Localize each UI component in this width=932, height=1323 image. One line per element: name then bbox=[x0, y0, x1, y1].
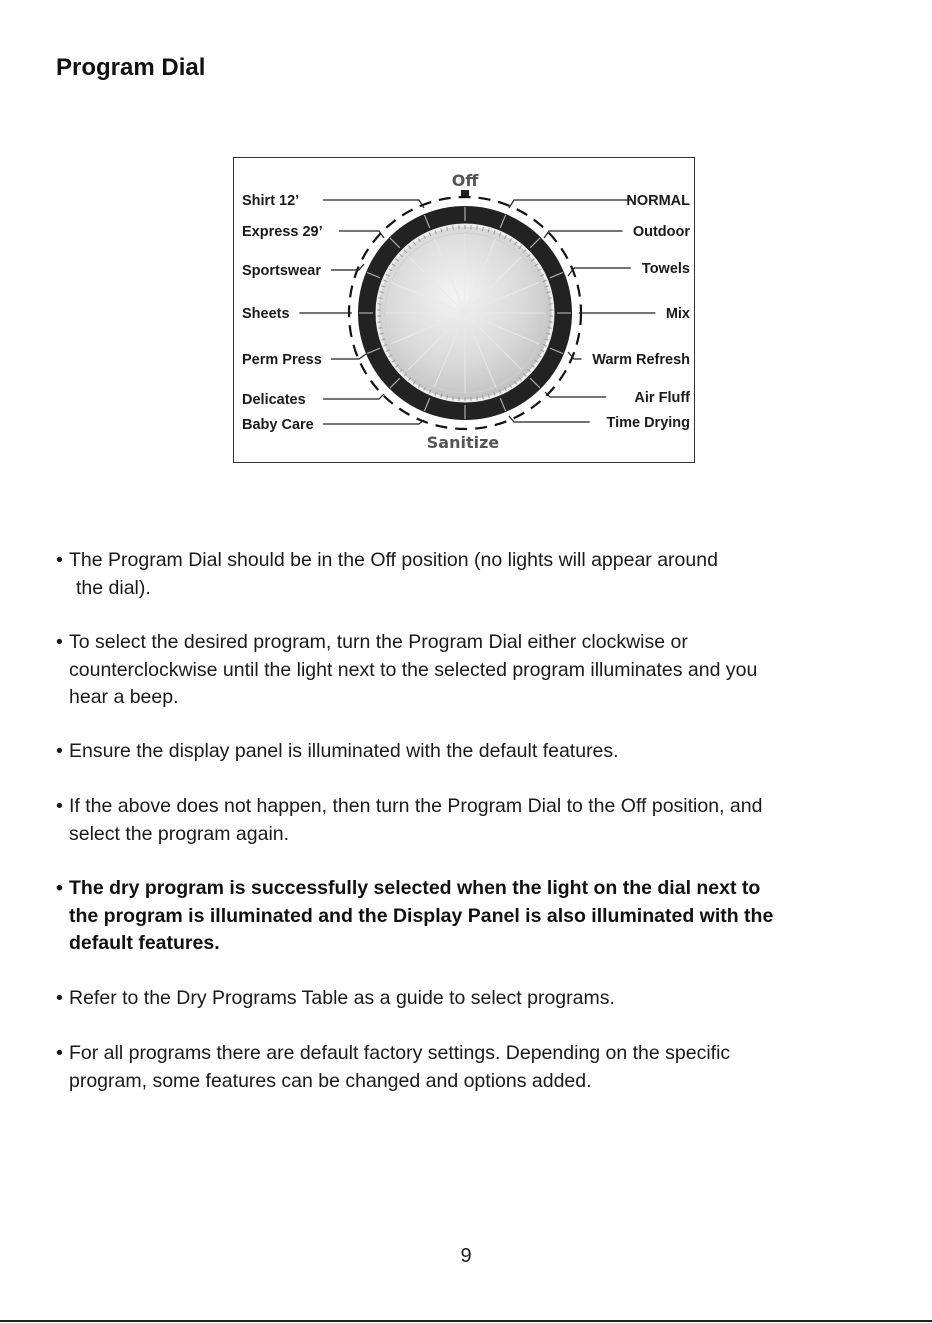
program-label-right: Mix bbox=[665, 306, 690, 322]
program-label-left: Express 29’ bbox=[242, 224, 323, 240]
program-label-right: NORMAL bbox=[626, 193, 690, 209]
leader-line bbox=[323, 420, 424, 424]
leader-line bbox=[568, 268, 631, 276]
instruction-item-bold bbox=[56, 875, 886, 958]
instruction-line: hear a beep. bbox=[69, 686, 179, 708]
instruction-line: Ensure the display panel is illuminated with the default features. bbox=[69, 740, 619, 762]
program-label-left: Perm Press bbox=[242, 352, 322, 368]
program-label-left: Sportswear bbox=[242, 263, 321, 279]
bullet-marker: • bbox=[56, 877, 63, 899]
dial-tick bbox=[453, 226, 454, 230]
leader-line bbox=[545, 392, 606, 397]
instruction-line: program, some features can be changed and options added. bbox=[69, 1069, 592, 1092]
leader-line bbox=[323, 200, 424, 208]
instruction-item bbox=[56, 793, 886, 848]
dial-label-sanitize: Sanitize bbox=[426, 433, 500, 452]
leader-line bbox=[544, 231, 623, 238]
program-label-right: Time Drying bbox=[606, 415, 690, 431]
instruction-line: Refer to the Dry Programs Table as a guide to select programs. bbox=[69, 987, 615, 1009]
instruction-line: the program is illuminated and the Display Panel is also illuminated with the bbox=[69, 904, 774, 927]
instruction-item bbox=[56, 985, 886, 1013]
program-label-left: Baby Care bbox=[242, 417, 314, 433]
leader-line bbox=[509, 416, 590, 422]
instruction-line: default features. bbox=[69, 932, 220, 954]
instruction-line: the dial). bbox=[76, 576, 151, 599]
instruction-line: The dry program is successfully selected when the light on the dial next to bbox=[69, 877, 761, 899]
dial-tick bbox=[378, 298, 382, 299]
page-title: Program Dial bbox=[56, 54, 206, 81]
instruction-item bbox=[56, 1040, 886, 1095]
dial-spokes bbox=[359, 207, 571, 419]
bullet-marker: • bbox=[56, 795, 63, 817]
bullet-marker: • bbox=[56, 987, 63, 1009]
instruction-line: The Program Dial should be in the Off position (no lights will appear around bbox=[69, 549, 718, 571]
dial-tick bbox=[477, 226, 478, 230]
off-indicator-icon bbox=[461, 190, 469, 196]
leader-line bbox=[331, 354, 366, 359]
dial-tick bbox=[378, 328, 382, 329]
footer-divider bbox=[0, 1320, 932, 1322]
page-number: 9 bbox=[460, 1245, 472, 1267]
instruction-item bbox=[56, 738, 886, 766]
program-label-right: Warm Refresh bbox=[592, 352, 690, 368]
bullet-marker: • bbox=[56, 740, 63, 762]
program-label-left: Delicates bbox=[242, 392, 306, 408]
program-label-right: Outdoor bbox=[632, 224, 690, 240]
dial-tick bbox=[453, 396, 454, 400]
program-label-right: Air Fluff bbox=[634, 390, 690, 406]
bullet-marker: • bbox=[56, 1042, 63, 1064]
instruction-line: select the program again. bbox=[69, 822, 290, 845]
dial-tick bbox=[548, 328, 552, 329]
dial-label-off: Off bbox=[451, 171, 479, 190]
instruction-line: If the above does not happen, then turn the Program Dial to the Off position, and bbox=[69, 795, 763, 817]
program-dial-figure bbox=[234, 158, 696, 464]
bullet-marker: • bbox=[56, 631, 63, 653]
dial-tick bbox=[477, 396, 478, 400]
instruction-line: To select the desired program, turn the Program Dial either clockwise or bbox=[69, 631, 688, 653]
program-label-left: Sheets bbox=[242, 306, 290, 322]
dial-tick bbox=[548, 298, 552, 299]
instruction-line: For all programs there are default factory settings. Depending on the specific bbox=[69, 1042, 731, 1064]
instruction-item bbox=[56, 547, 886, 602]
instruction-item bbox=[56, 629, 886, 712]
bullet-marker: • bbox=[56, 549, 63, 571]
program-dial-diagram bbox=[233, 157, 695, 463]
leader-line bbox=[509, 200, 631, 208]
leader-line bbox=[323, 394, 384, 399]
program-label-right: Towels bbox=[641, 261, 690, 277]
program-label-left: Shirt 12’ bbox=[242, 193, 300, 209]
instruction-line: counterclockwise until the light next to the selected program illuminates and you bbox=[69, 658, 758, 681]
